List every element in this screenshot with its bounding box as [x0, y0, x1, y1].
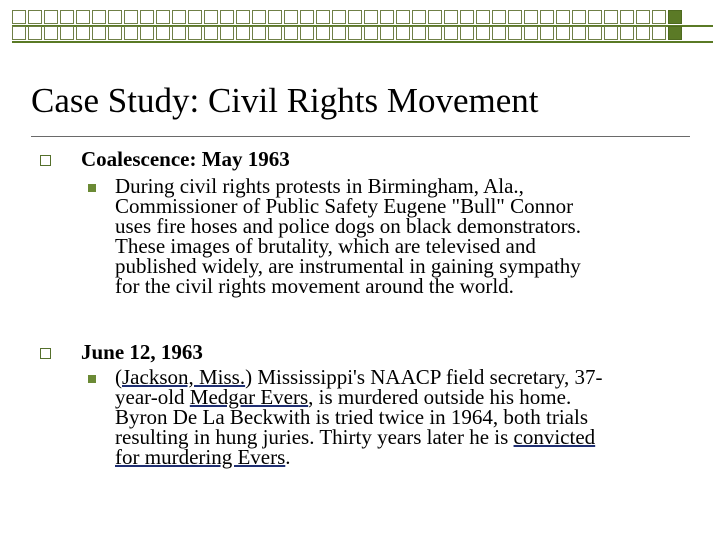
band-cell [428, 26, 442, 40]
band-cell [636, 10, 650, 24]
band-cell [412, 10, 426, 24]
band-cell [76, 26, 90, 40]
body-line [115, 256, 695, 276]
band-cell [556, 10, 570, 24]
bullet-box-icon [40, 155, 51, 166]
band-cell [204, 26, 218, 40]
band-cell [220, 26, 234, 40]
band-cell [172, 26, 186, 40]
band-cell [524, 10, 538, 24]
band-cell [540, 10, 554, 24]
band-cell [156, 10, 170, 24]
band-row-bottom [12, 26, 684, 40]
band-cell [284, 26, 298, 40]
band-cell [236, 26, 250, 40]
band-cell [76, 10, 90, 24]
band-cell [348, 10, 362, 24]
band-cell [396, 26, 410, 40]
band-cell [508, 10, 522, 24]
body-text-segment: uses fire hoses and police dogs on black demonstrators. [115, 214, 581, 238]
band-cell [492, 10, 506, 24]
band-cell [444, 26, 458, 40]
band-cell [588, 10, 602, 24]
item-body [115, 176, 695, 296]
band-cell [140, 10, 154, 24]
hyperlink[interactable]: convicted [513, 425, 596, 449]
band-cell [508, 26, 522, 40]
band-cell [316, 10, 330, 24]
band-cell [188, 26, 202, 40]
band-cell [124, 26, 138, 40]
band-cell [92, 10, 106, 24]
body-line [115, 176, 695, 196]
body-text-segment: , is murdered outside his home. [308, 385, 572, 409]
band-cell [44, 10, 58, 24]
body-line [115, 276, 695, 296]
band-cell [236, 10, 250, 24]
item-heading: Coalescence: May 1963 [81, 147, 290, 171]
title-divider [31, 136, 690, 137]
band-cell [316, 26, 330, 40]
band-cell [652, 26, 666, 40]
sub-bullet-icon [88, 184, 96, 192]
band-cell [380, 26, 394, 40]
band-cell [108, 26, 122, 40]
band-cell [108, 10, 122, 24]
body-line [115, 196, 695, 216]
band-cell [300, 10, 314, 24]
band-cell [156, 26, 170, 40]
body-text-segment: year-old [115, 385, 190, 409]
band-cell [252, 10, 266, 24]
band-cell [332, 26, 346, 40]
band-cell [604, 26, 618, 40]
band-cell [620, 26, 634, 40]
band-cell [460, 26, 474, 40]
band-cell [332, 10, 346, 24]
band-cell [588, 26, 602, 40]
band-cell [28, 10, 42, 24]
body-text-segment: Commissioner of Public Safety Eugene "Bull" Connor [115, 194, 574, 218]
band-cell [620, 10, 634, 24]
band-cell [284, 10, 298, 24]
band-cell [268, 10, 282, 24]
band-cell [572, 26, 586, 40]
band-cell [44, 26, 58, 40]
band-cell [460, 10, 474, 24]
band-cell [268, 26, 282, 40]
band-cell [12, 26, 26, 40]
band-cell [188, 10, 202, 24]
body-line [115, 427, 695, 447]
slide-title: Case Study: Civil Rights Movement [31, 81, 539, 120]
band-cell [92, 26, 106, 40]
hyperlink[interactable]: Medgar Evers [189, 385, 309, 409]
band-cell [300, 26, 314, 40]
body-line [115, 407, 695, 427]
body-text-segment: These images of brutality, which are televised and [115, 234, 536, 258]
band-cell [540, 26, 554, 40]
band-cell [572, 10, 586, 24]
body-line [115, 367, 695, 387]
band-cell [364, 10, 378, 24]
body-line [115, 236, 695, 256]
body-text-segment: resulting in hung juries. Thirty years later he is [115, 425, 514, 449]
item-body [115, 367, 695, 467]
band-cell [476, 10, 490, 24]
band-cell [604, 10, 618, 24]
band-cell [652, 10, 666, 24]
band-cell [252, 26, 266, 40]
band-cell [172, 10, 186, 24]
band-bottom-line [12, 41, 713, 43]
band-cell [444, 10, 458, 24]
band-cell [204, 10, 218, 24]
body-text-segment: published widely, are instrumental in gaining sympathy [115, 254, 581, 278]
band-cell [636, 26, 650, 40]
body-line [115, 216, 695, 236]
band-cell [524, 26, 538, 40]
band-cell [412, 26, 426, 40]
sub-bullet-icon [88, 375, 96, 383]
band-cell [60, 26, 74, 40]
band-cell [556, 26, 570, 40]
band-cell [364, 26, 378, 40]
band-cell [220, 10, 234, 24]
band-cell [28, 26, 42, 40]
bullet-box-icon [40, 348, 51, 359]
body-line [115, 387, 695, 407]
body-text-segment: Byron De La Beckwith is tried twice in 1964, both trials [115, 405, 588, 429]
body-text-segment: ) Mississippi's NAACP field secretary, 37- [245, 365, 603, 389]
hyperlink[interactable]: Jackson, Miss. [122, 365, 246, 389]
item-heading: June 12, 1963 [81, 340, 203, 364]
band-cell [380, 10, 394, 24]
band-cell [492, 26, 506, 40]
band-cell [476, 26, 490, 40]
header-decorative-band [12, 10, 713, 42]
band-row-top [12, 10, 684, 24]
band-cell-filled [668, 26, 682, 40]
band-cell [428, 10, 442, 24]
body-text-segment: ( [115, 365, 122, 389]
band-cell [140, 26, 154, 40]
band-cell [60, 10, 74, 24]
body-text-segment: for the civil rights movement around the world. [115, 274, 514, 298]
band-cell [12, 10, 26, 24]
band-cell-filled [668, 10, 682, 24]
hyperlink[interactable]: for murdering Evers [115, 445, 286, 469]
body-text-segment: . [285, 445, 291, 469]
body-line [115, 447, 695, 467]
band-cell [124, 10, 138, 24]
band-cell [396, 10, 410, 24]
band-cell [348, 26, 362, 40]
body-text-segment: During civil rights protests in Birmingham, Ala., [115, 174, 524, 198]
